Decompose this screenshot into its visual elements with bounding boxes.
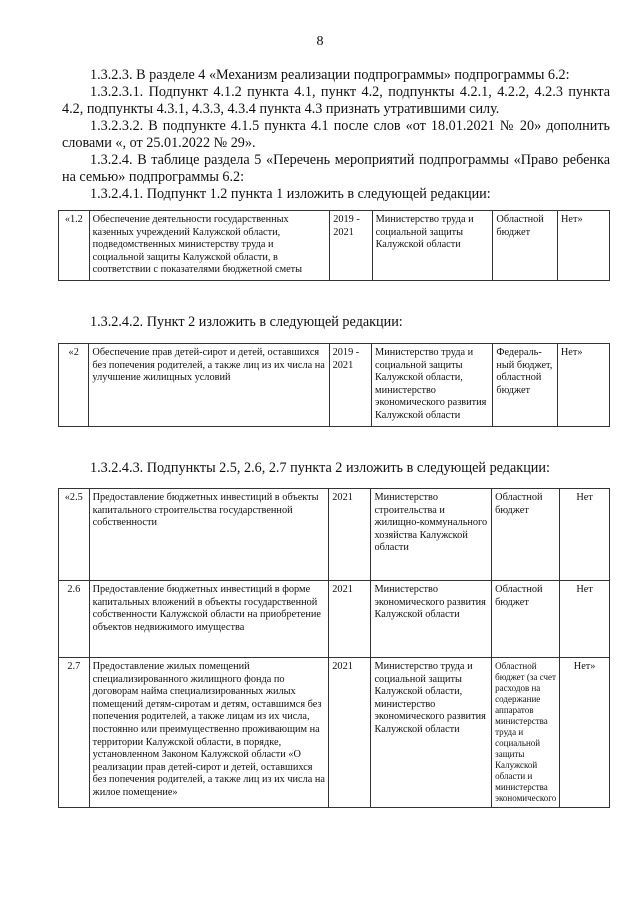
paragraph-1-3-2-3-1: 1.3.2.3.1. Подпункт 4.1.2 пункта 4.1, пункт 4.2, подпункты 4.2.1, 4.2.2, 4.2.3 пункта 4.2, подпункты 4.3.1, 4.3.3, 4.3.4 пункта 4.3 признать утратившими силу.	[62, 84, 610, 117]
item-number: «1.2	[59, 211, 90, 281]
executor: Министерство экономического развития Калужской области	[371, 581, 492, 658]
page-number: 8	[316, 34, 324, 49]
funding-source: Областной бюджет	[493, 211, 558, 281]
years: 2021	[329, 658, 371, 808]
table-subitem-1-2	[58, 210, 610, 281]
paragraph-1-3-2-4-3: 1.3.2.4.3. Подпункты 2.5, 2.6, 2.7 пункта 2 изложить в следующей редакции:	[90, 460, 550, 476]
table-item-2	[58, 343, 610, 427]
table-row	[59, 581, 610, 658]
other-info: Нет»	[557, 211, 609, 281]
years: 2021	[329, 581, 371, 658]
executor: Министерство труда и социальной защиты Калужской области, министерство экономического развития Калужской области	[372, 344, 493, 427]
item-number: «2.5	[59, 489, 90, 581]
years: 2019 - 2021	[329, 344, 371, 427]
funding-source: Областной бюджет	[492, 489, 560, 581]
measure-name: Предоставление бюджетных инвестиций в форме капитальных вложений в объекты государственной собственности Калужской области на приобретение объектов недвижимого имущества	[89, 581, 329, 658]
item-number: 2.7	[59, 658, 90, 808]
measure-name: Предоставление бюджетных инвестиций в объекты капитального строительства государственной собственности	[89, 489, 329, 581]
other-info: Нет	[560, 581, 610, 658]
funding-source: Федераль-ный бюджет, областной бюджет	[493, 344, 558, 427]
item-number: «2	[59, 344, 89, 427]
paragraph-1-3-2-3: 1.3.2.3. В разделе 4 «Механизм реализации подпрограммы» подпрограммы 6.2:	[90, 67, 570, 83]
item-number: 2.6	[59, 581, 90, 658]
table-subitems-2-5-2-7	[58, 488, 610, 808]
years: 2019 - 2021	[330, 211, 372, 281]
table-row	[59, 658, 610, 808]
funding-source: Областной бюджет	[492, 581, 560, 658]
table-row	[59, 489, 610, 581]
table-row	[59, 211, 610, 281]
paragraph-1-3-2-4-2: 1.3.2.4.2. Пункт 2 изложить в следующей редакции:	[90, 314, 403, 330]
executor: Министерство строительства и жилищно-коммунального хозяйства Калужской области	[371, 489, 492, 581]
measure-name: Предоставление жилых помещений специализированного жилищного фонда по договорам найма специализированных жилых помещений детям-сиротам и детям, оставшимся без попечения родителей, а также лицам из их числа, постоянно или преимущественно проживающим на территории Калужской области, в порядке, установленном Законом Калужской области «О реализации прав детей-сирот и детей, оставшихся без попечения родителей, а также лиц из их числа на жилое помещение»	[89, 658, 329, 808]
executor: Министерство труда и социальной защиты Калужской области	[372, 211, 493, 281]
table-row	[59, 344, 610, 427]
paragraph-1-3-2-3-2: 1.3.2.3.2. В подпункте 4.1.5 пункта 4.1 после слов «от 18.01.2021 № 20» дополнить словами «, от 25.01.2022 № 29».	[62, 118, 610, 151]
other-info: Нет»	[560, 658, 610, 808]
other-info: Нет»	[557, 344, 609, 427]
measure-name: Обеспечение прав детей-сирот и детей, оставшихся без попечения родителей, а также лиц из их числа на улучшение жилищных условий	[89, 344, 329, 427]
other-info: Нет	[560, 489, 610, 581]
paragraph-1-3-2-4-1: 1.3.2.4.1. Подпункт 1.2 пункта 1 изложить в следующей редакции:	[90, 186, 491, 202]
years: 2021	[329, 489, 371, 581]
measure-name: Обеспечение деятельности государственных казенных учреждений Калужской области, подведомственных министерству труда и социальной защиты Калужской области, в соответствии с показателями бюджетной сметы	[89, 211, 330, 281]
funding-source: Областной бюджет (за счет расходов на содержание аппаратов министерства труда и социальной защиты Калужской области и министерства экономического	[492, 658, 560, 808]
executor: Министерство труда и социальной защиты Калужской области, министерство экономического развития Калужской области	[371, 658, 492, 808]
paragraph-1-3-2-4: 1.3.2.4. В таблице раздела 5 «Перечень мероприятий подпрограммы «Право ребенка на семью» подпрограммы 6.2:	[62, 152, 610, 185]
